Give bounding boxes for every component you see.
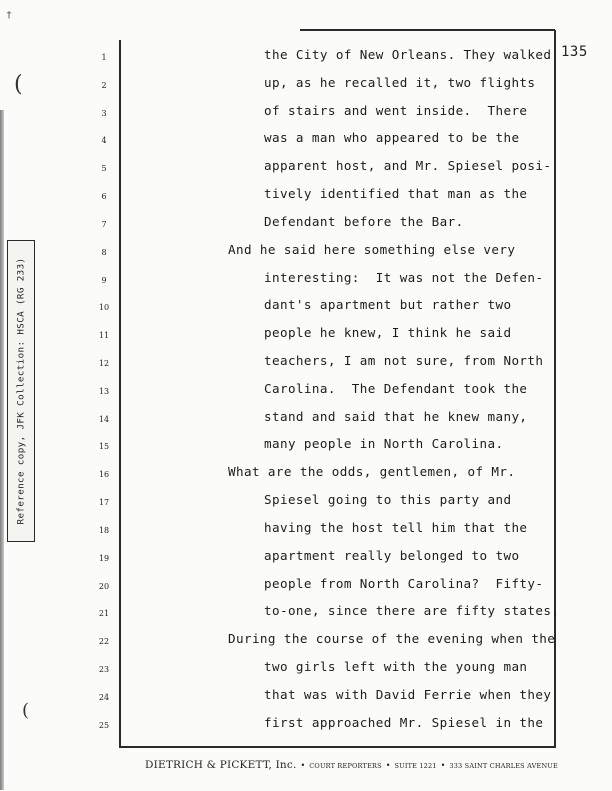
- line-number: 2: [101, 80, 107, 90]
- line-number: 4: [101, 136, 107, 146]
- line-number: 19: [98, 553, 110, 563]
- line-number: 9: [101, 275, 107, 285]
- line-number: 16: [98, 470, 110, 480]
- footer: DIETRICH & PICKETT, Inc. • COURT REPORTERS • SUITE 1221 • 333 SAINT CHARLES AVENUE: [145, 759, 558, 771]
- transcript-line: Defendant before the Bar.: [264, 213, 464, 229]
- transcript-line: What are the odds, gentlemen, of Mr.: [228, 464, 516, 480]
- line-number: 1: [101, 53, 107, 62]
- line-number: 13: [98, 386, 110, 396]
- transcript-line: stand and said that he knew many,: [264, 408, 528, 424]
- transcript-line: first approached Mr. Spiesel in the: [264, 714, 544, 730]
- line-number: 5: [101, 164, 107, 174]
- page-border-top: [300, 29, 555, 31]
- footer-company: DIETRICH & PICKETT, Inc.: [145, 759, 297, 771]
- binder-edge: [0, 110, 4, 790]
- archive-reference-stamp: [7, 240, 35, 542]
- transcript-line: was a man who appeared to be the: [264, 130, 520, 146]
- transcript-line: Carolina. The Defendant took the: [264, 380, 528, 396]
- page-number: 135: [561, 44, 588, 60]
- transcript-line: And he said here something else very: [228, 241, 516, 257]
- transcript-line: people he knew, I think he said: [264, 325, 512, 341]
- transcript-line: two girls left with the young man: [264, 659, 528, 675]
- transcript-line: of stairs and went inside. There: [264, 102, 528, 118]
- transcript-line: many people in North Carolina.: [264, 436, 504, 452]
- line-number: 18: [98, 525, 110, 535]
- footer-role: COURT REPORTERS: [309, 762, 382, 770]
- transcript-line: interesting: It was not the Defen-: [264, 269, 544, 285]
- line-number: 7: [101, 219, 107, 229]
- transcript-line: dant's apartment but rather two: [264, 297, 512, 313]
- stamp-text: Reference copy, JFK Collection: HSCA (RG 233): [15, 257, 27, 525]
- transcript-line: During the course of the evening when the: [228, 631, 556, 647]
- transcript-line: tively identified that man as the: [264, 186, 528, 202]
- transcript-line: that was with David Ferrie when they: [264, 686, 552, 702]
- line-number: 12: [98, 359, 110, 369]
- line-number: 6: [101, 192, 107, 202]
- corner-mark: †: [6, 10, 13, 21]
- transcript-line: teachers, I am not sure, from North: [264, 353, 544, 369]
- footer-suite: SUITE 1221: [394, 762, 437, 770]
- transcript-line: apparent host, and Mr. Spiesel posi-: [264, 158, 552, 174]
- line-number: 24: [98, 692, 110, 702]
- line-number: 14: [98, 414, 110, 424]
- line-number: 8: [101, 247, 107, 257]
- line-number: 22: [98, 637, 110, 647]
- transcript-line: up, as he recalled it, two flights: [264, 74, 536, 90]
- page-border-left: [119, 40, 121, 746]
- line-number: 20: [98, 581, 110, 591]
- line-number: 17: [98, 498, 110, 508]
- line-number: 3: [101, 108, 107, 118]
- transcript-line: having the host tell him that the: [264, 519, 528, 535]
- page-border-bottom: [119, 746, 556, 748]
- punch-hole-mark: (: [14, 72, 23, 97]
- transcript-line: people from North Carolina? Fifty-: [264, 575, 544, 591]
- transcript-line: apartment really belonged to two: [264, 547, 520, 563]
- line-number: 25: [98, 720, 110, 730]
- transcript-line: the City of New Orleans. They walked: [264, 47, 552, 62]
- line-number: 23: [98, 665, 110, 675]
- transcript-line: to-one, since there are fifty states.: [264, 603, 560, 619]
- line-number: 11: [98, 331, 110, 341]
- line-number: 15: [98, 442, 110, 452]
- line-number: 10: [98, 303, 110, 313]
- line-number: 21: [98, 609, 110, 619]
- transcript-line: Spiesel going to this party and: [264, 492, 512, 508]
- footer-address: 333 SAINT CHARLES AVENUE: [449, 762, 558, 770]
- punch-hole-mark: (: [22, 700, 30, 721]
